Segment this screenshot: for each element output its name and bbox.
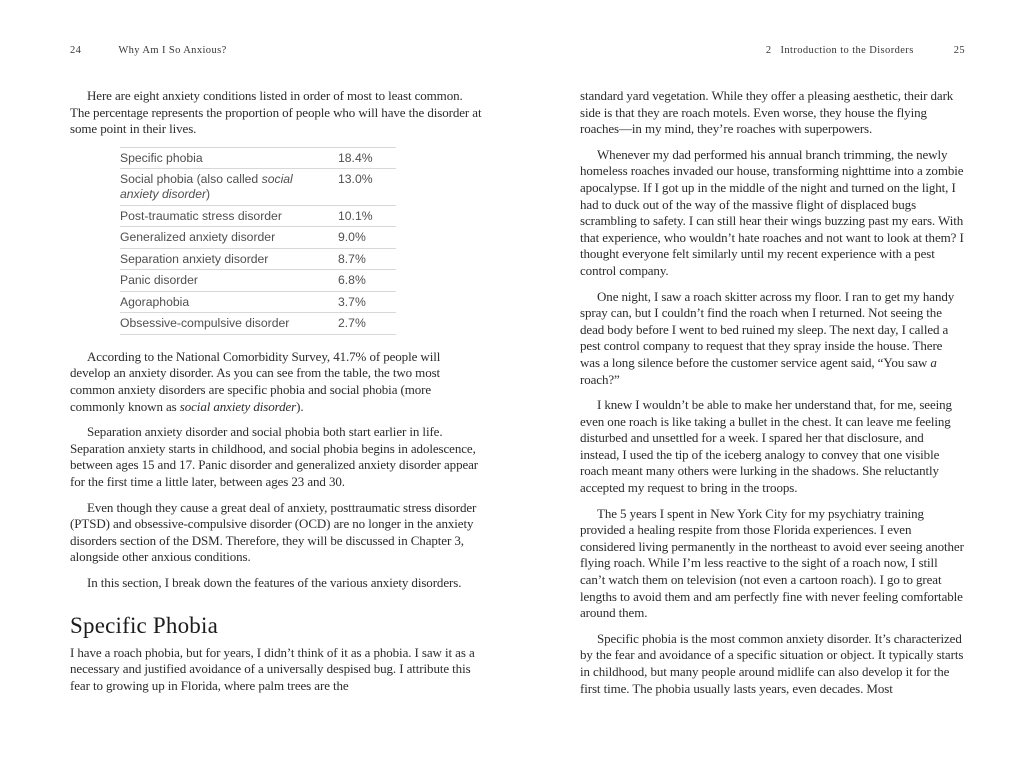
paragraph-section-intro-text: In this section, I break down the features of the various anxiety disorders. <box>87 574 462 590</box>
table-row <box>120 227 396 249</box>
right-page-number: 25 <box>953 45 965 56</box>
paragraph-intro <box>70 88 482 138</box>
disorder-label-text: Specific phobia <box>120 150 203 165</box>
paragraph-survey-text: ). <box>296 398 304 414</box>
table-row <box>120 291 396 313</box>
disorder-label-italic: social anxiety disorder <box>120 172 293 202</box>
prevalence-value: 2.7% <box>338 316 366 331</box>
right-running-title: Introduction to the Disorders <box>780 45 914 56</box>
disorder-label <box>120 169 338 206</box>
table-row <box>120 248 396 270</box>
prevalence-value: 18.4% <box>338 150 373 165</box>
disorder-label-text: Separation anxiety disorder <box>120 251 269 266</box>
prevalence-value: 3.7% <box>338 294 366 309</box>
disorder-label <box>120 313 338 335</box>
disorder-label-text: Obsessive-compulsive disorder <box>120 316 290 331</box>
prevalence-value: 10.1% <box>338 208 373 223</box>
paragraph-dad-text: Whenever my dad performed his annual branch trimming, the newly homeless roaches invaded our house, transforming nighttime into a zombie apocalypse. If I got up in the middle of the night and turned on the light, I had to duck out of the way of the massive flight of displaced bugs scrambling to safety. I can still hear their wings buzzing past my ears. With that experience, who wouldn’t hate roaches and not want to look at them? I thought everyone felt similarly until my recent experience with a pest control company. <box>580 146 964 278</box>
paragraph-phobia-open <box>70 645 482 695</box>
disorder-label-text: ) <box>206 187 211 202</box>
prevalence-value: 9.0% <box>338 230 366 245</box>
paragraph-bullet <box>580 397 965 497</box>
paragraph-nyc <box>580 506 965 622</box>
paragraph-nyc-text: The 5 years I spent in New York City for my psychiatry training provided a healing respite from those Florida experiences. I even considered living permanently in the northeast to avoid ever seeing another flying roach. While I’m less reactive to the sight of a roach now, I still can’t watch them on television (not even a cartoon roach). I go to great lengths to avoid them and am perfectly fine with never feeling comfortable around them. <box>580 505 964 621</box>
prevalence-table <box>120 147 396 335</box>
table-row <box>120 313 396 335</box>
paragraph-dad <box>580 147 965 280</box>
table-row <box>120 169 396 206</box>
paragraph-separation <box>70 424 482 490</box>
paragraph-continuation <box>580 88 965 138</box>
paragraph-one-night-text: roach?” <box>580 371 620 387</box>
disorder-label-text: Agoraphobia <box>120 294 190 309</box>
paragraph-one-night-text: One night, I saw a roach skitter across my floor. I ran to get my handy spray can, but I couldn’t find the roach when I returned. Not seeing the dead body before I went to bed ruined my sleep. The next day, I called a pest control company to request that they spray inside the house. There was a long silence before the customer service agent said, “You saw <box>580 288 955 370</box>
paragraph-ptsd-text: Even though they cause a great deal of anxiety, posttraumatic stress disorder (PTSD) and obsessive-compulsive disorder (OCD) are no longer in the anxiety disorders section of the DSM. Therefore, they will be discussed in Chapter 3, alongside other anxious conditions. <box>70 499 477 565</box>
paragraph-specific-text: Specific phobia is the most common anxiety disorder. It’s characterized by the fear and avoidance of a specific situation or object. It typically starts in childhood, but many people around midlife can also develop it for the first time. The phobia usually lasts years, even decades. Most <box>580 630 964 696</box>
paragraph-bullet-text: I knew I wouldn’t be able to make her understand that, for me, seeing even one roach is like taking a bullet in the chest. It can leave me feeling disturbed and unsettled for a week. I spared her that disclosure, and instead, I used the tip of the iceberg analogy to convey that one visible roach meant many others were lurking in the shadows. She reluctantly accepted my request to bring in the troops. <box>580 397 952 496</box>
left-page <box>70 88 482 703</box>
table-row <box>120 270 396 292</box>
right-running-head <box>580 45 965 57</box>
paragraph-survey-text: According to the National Comorbidity Survey, 41.7% of people will develop an anxiety disorder. As you can see from the table, the two most common anxiety disorders are specific phobia and social phobia (more commonly known as <box>70 348 441 414</box>
section-heading: Specific Phobia <box>70 612 218 638</box>
paragraph-survey-italic: social anxiety disorder <box>179 398 297 414</box>
paragraph-survey <box>70 349 482 415</box>
paragraph-specific <box>580 631 965 697</box>
paragraph-section-intro <box>70 575 482 592</box>
paragraph-phobia-open-text: I have a roach phobia, but for years, I didn’t think of it as a phobia. I saw it as a necessary and justified avoidance of a universally despised bug. I attribute this fear to growing up in Florida, where palm trees are the <box>70 644 475 693</box>
disorder-label-text: Panic disorder <box>120 273 198 288</box>
disorder-label <box>120 291 338 313</box>
table-row <box>120 147 396 169</box>
disorder-label <box>120 227 338 249</box>
disorder-label <box>120 270 338 292</box>
chapter-number: 2 <box>765 45 772 56</box>
disorder-label <box>120 248 338 270</box>
right-page <box>580 88 965 706</box>
prevalence-value: 6.8% <box>338 273 366 288</box>
disorder-label <box>120 147 338 169</box>
prevalence-value: 13.0% <box>338 172 373 187</box>
paragraph-intro-text: Here are eight anxiety conditions listed in order of most to least common. The percentage represents the proportion of people who will have the disorder at some point in their lives. <box>70 88 482 137</box>
paragraph-ptsd <box>70 500 482 566</box>
paragraph-one-night-italic: a <box>930 354 937 370</box>
disorder-label-text: Post-traumatic stress disorder <box>120 208 282 223</box>
disorder-label-text: Generalized anxiety disorder <box>120 230 276 245</box>
disorder-label <box>120 205 338 227</box>
paragraph-continuation-text: standard yard vegetation. While they offer a pleasing aesthetic, their dark side is that they are roach motels. Even worse, they house the flying roaches—in my mind, they’re roaches with superpowers. <box>580 88 954 137</box>
paragraph-one-night <box>580 289 965 389</box>
left-running-head <box>70 45 482 57</box>
left-running-title: Why Am I So Anxious? <box>118 45 227 56</box>
disorder-label-text: Social phobia (also called <box>120 172 262 187</box>
left-page-number: 24 <box>70 45 82 56</box>
paragraph-separation-text: Separation anxiety disorder and social phobia both start earlier in life. Separation anxiety starts in childhood, and social phobia begins in adolescence, between ages 15 and 17. Panic disorder and generalized anxiety disorder appear for the first time a little later, between ages 23 and 30. <box>70 424 479 489</box>
prevalence-value: 8.7% <box>338 251 366 266</box>
table-row <box>120 205 396 227</box>
